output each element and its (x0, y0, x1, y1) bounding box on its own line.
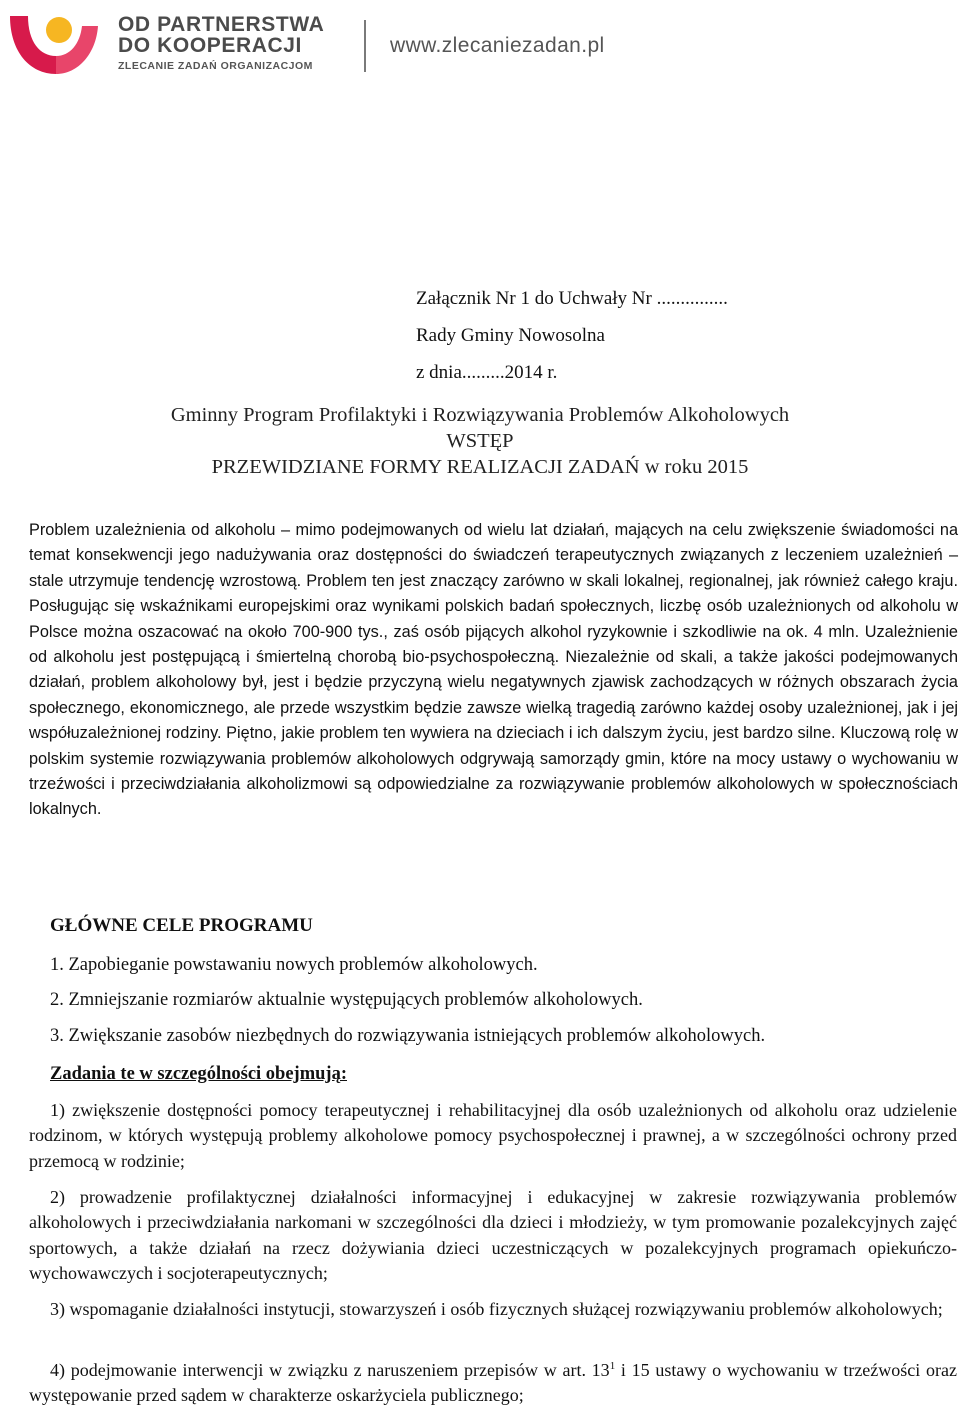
goal-item: 1. Zapobieganie powstawaniu nowych problemów alkoholowych. (50, 955, 538, 975)
goal-item: 3. Zwiększanie zasobów niezbędnych do rozwiązywania istniejących problemów alkoholowych. (50, 1026, 766, 1046)
goals-heading: GŁÓWNE CELE PROGRAMU (50, 915, 313, 936)
logo-tagline: ZLECANIE ZADAŃ ORGANIZACJOM (118, 60, 313, 72)
task-item-4 (29, 1358, 957, 1409)
document-titles (0, 402, 960, 480)
program-title: Gminny Program Profilaktyki i Rozwiązywania Problemów Alkoholowych (170, 404, 790, 426)
logo-line-1: OD PARTNERSTWA (118, 13, 325, 36)
task-4-superscript: 1 (609, 1360, 616, 1372)
annex-line-3: z dnia.........2014 r. (416, 362, 558, 383)
logo-line-2: DO KOOPERACJI (118, 34, 302, 57)
page-header (0, 0, 960, 80)
task-item: 3) wspomaganie działalności instytucji, stowarzyszeń i osób fizycznych służącej rozwiązywaniu problemów alkoholowych; (50, 1299, 943, 1319)
tasks-heading: Zadania te w szczególności obejmują: (50, 1064, 347, 1084)
website-link[interactable]: www.zlecaniezadan.pl (390, 34, 605, 57)
annex-block (416, 280, 728, 391)
intro-heading: WSTĘP (446, 430, 514, 452)
task-item: 1) zwiększenie dostępności pomocy terapeutycznej i rehabilitacyjnej dla osób uzależnionych od alkoholu oraz udzielenie rodzinom, w których występują problemy alkoholowe pomocy psychospołecznej i prawnej, a w szczególności ochrony przed przemocą w rodzinie; (29, 1100, 957, 1171)
intro-paragraph: Problem uzależnienia od alkoholu – mimo podejmowanych od wielu lat działań, mających na celu zwiększenie świadomości na temat konsekwencji jego nadużywania oraz dostępności do świadczeń terapeutycznych związanych z leczeniem uzależnień – stale utrzymuje tendencję wzrostową. Problem ten jest znaczący zarówno w skali lokalnej, regionalnej, jak również całego kraju. Posługując się wskaźnikami europejskimi oraz wynikami polskich badań społecznych, liczbę osób uzależnionych od alkoholu w Polsce można oszacować na około 700-900 tys., zaś osób pijących alkohol ryzykownie i szkodliwie na ok. 4 mln. Uzależnienie od alkoholu jest postępującą i śmiertelną chorobą bio-psychospołeczną. Niezależnie od skali, a także jakości podejmowanych działań, problem alkoholowy był, jest i będzie przyczyną wielu negatywnych zjawisk zachodzących w różnych obszarach życia społecznego, ekonomicznego, ale przede wszystkim będzie zawsze wielką tragedią zarówno każdej osoby uzależnionej, jak i jej współuzależnionej rodziny. Piętno, jakie problem ten wywiera na dzieciach i ich dalszym życiu, jest bardzo silne. Kluczową rolę w polskim systemie rozwiązywania problemów alkoholowych odgrywają samorządy gmin, które na mocy ustawy o wychowaniu w trzeźwości i przeciwdziałania alkoholizmowi są odpowiedzialne za rozwiązywanie problemów alkoholowych w społecznościach lokalnych. (29, 521, 958, 819)
header-divider (364, 20, 366, 72)
logo-text (118, 14, 324, 74)
goal-item: 2. Zmniejszanie rozmiarów aktualnie występujących problemów alkoholowych. (50, 990, 643, 1010)
annex-line-1: Załącznik Nr 1 do Uchwały Nr ............... (416, 288, 728, 309)
annex-line-2: Rady Gminy Nowosolna (416, 325, 605, 346)
forms-heading: PRZEWIDZIANE FORMY REALIZACJI ZADAŃ w roku 2015 (211, 456, 749, 478)
task-4-text-end: i 15 ustawy o wychowaniu w trzeźwości oraz występowanie przed sądem w charakterze oskarżyciela publicznego; (29, 1360, 957, 1406)
partnership-logo-icon (4, 4, 100, 76)
task-4-text-start: 4) podejmowanie interwencji w związku z naruszeniem przepisów w art. 13 (50, 1360, 610, 1380)
task-item: 2) prowadzenie profilaktycznej działalności informacyjnej i edukacyjnej w zakresie rozwiązywania problemów alkoholowych i przeciwdziałania narkomani w szczególności dla dzieci i młodzieży, w tym promowanie pozalekcyjnych zajęć sportowych, a także działań na rzecz dożywiania dzieci uczestniczących w pozalekcyjnych programach opiekuńczo- wychowawczych i socjoterapeutycznych; (29, 1187, 957, 1283)
